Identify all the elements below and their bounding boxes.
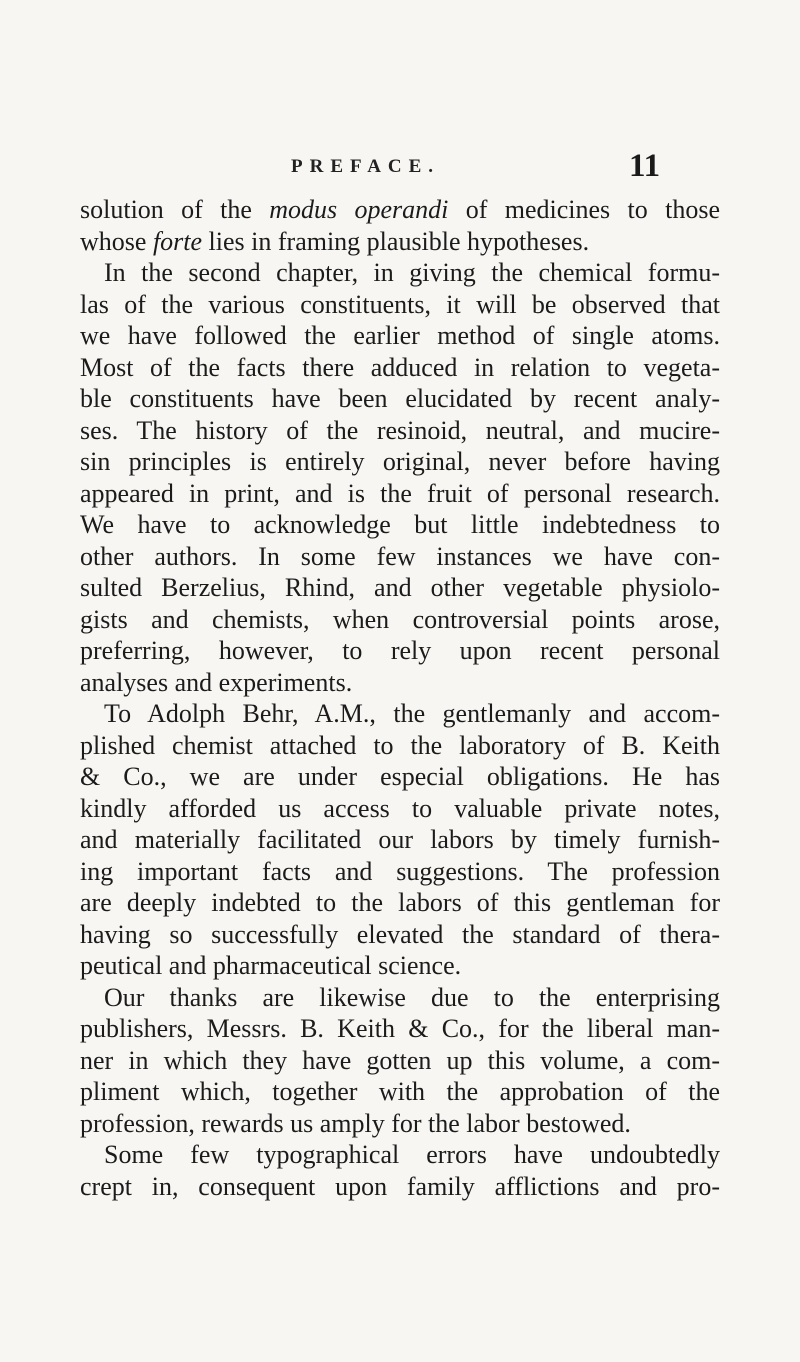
text-line (80, 761, 720, 793)
text-run: kindly afforded us access to valuable private notes, (80, 793, 720, 823)
text-run: publishers, Messrs. B. Keith & Co., for the liberal man- (80, 1014, 720, 1043)
text-run: We have to acknowledge but little indebtedness to (80, 510, 720, 539)
text-run: In the second chapter, in giving the chemical formu- (104, 258, 720, 287)
text-run: are deeply indebted to the labors of this gentleman for (80, 888, 720, 917)
text-line (80, 730, 720, 762)
text-run: ing important facts and suggestions. The profession (80, 856, 720, 886)
text-line (80, 352, 720, 384)
text-run: we have followed the earlier method of single atoms. (80, 321, 720, 350)
text-line (80, 635, 720, 667)
text-line (80, 478, 720, 510)
text-line (80, 415, 720, 447)
text-line (80, 541, 720, 573)
text-run: peutical and pharmaceutical science. (80, 951, 462, 980)
text-run: of medicines to those (448, 195, 720, 224)
text-run: ses. The history of the resinoid, neutral, and mucire- (80, 415, 720, 445)
text-run: profession, rewards us amply for the labor bestowed. (80, 1108, 631, 1138)
page-number: 11 (629, 148, 661, 184)
text-line (80, 320, 720, 352)
text-run: crept in, consequent upon family afflictions and pro- (80, 1171, 720, 1201)
running-head (0, 148, 800, 184)
text-run: sin principles is entirely original, never before having (80, 447, 720, 476)
text-run: Our thanks are likewise due to the enterprising (104, 982, 720, 1012)
text-line (80, 1045, 720, 1077)
text-run: ble constituents have been elucidated by recent analy- (80, 384, 720, 413)
text-run: solution of the (80, 195, 270, 224)
text-run: analyses and experiments. (80, 667, 353, 697)
text-line (80, 1139, 720, 1171)
text-run: whose (80, 226, 153, 256)
text-line (80, 446, 720, 478)
text-run: ner in which they have gotten up this volume, a com- (80, 1045, 720, 1075)
text-run: Most of the facts there adduced in relation to vegeta- (80, 352, 720, 382)
text-run: and materially facilitated our labors by timely furnish- (80, 825, 720, 854)
text-run: having so successfully elevated the standard of thera- (80, 919, 720, 949)
text-run: lies in framing plausible hypotheses. (202, 226, 590, 256)
text-line (80, 1076, 720, 1108)
text-line (80, 950, 720, 982)
text-run: preferring, however, to rely upon recent personal (80, 636, 720, 665)
text-line (80, 383, 720, 415)
text-run: gists and chemists, when controversial points arose, (80, 604, 720, 634)
text-line (80, 887, 720, 919)
text-line (80, 289, 720, 321)
text-line (80, 509, 720, 541)
text-run: appeared in print, and is the fruit of personal research. (80, 478, 720, 508)
text-line (80, 919, 720, 951)
running-head-title: PREFACE. (291, 156, 441, 177)
text-run: plished chemist attached to the laboratory of B. Keith (80, 730, 720, 760)
italic-term: forte (152, 226, 203, 256)
preface-body-text (80, 194, 720, 1202)
text-line (80, 572, 720, 604)
text-run: & Co., we are under especial obligations. He has (80, 762, 720, 791)
text-line (80, 1013, 720, 1045)
text-line (80, 604, 720, 636)
text-run: las of the various constituents, it will be observed that (80, 289, 720, 319)
text-line (80, 982, 720, 1014)
text-run: Some few typographical errors have undoubtedly (104, 1140, 720, 1169)
text-line (80, 698, 720, 730)
text-line (80, 793, 720, 825)
text-run: pliment which, together with the approbation of the (80, 1077, 720, 1106)
text-line (80, 1171, 720, 1203)
italic-term: modus operandi (269, 195, 449, 224)
text-line (80, 226, 720, 258)
text-line (80, 1108, 720, 1140)
text-line (80, 856, 720, 888)
text-line (80, 257, 720, 289)
text-run: To Adolph Behr, A.M., the gentlemanly and accom- (104, 699, 720, 728)
text-run: other authors. In some few instances we have con- (80, 541, 720, 571)
text-line (80, 194, 720, 226)
text-run: sulted Berzelius, Rhind, and other vegetable physiolo- (80, 573, 720, 602)
text-line (80, 667, 720, 699)
text-line (80, 824, 720, 856)
